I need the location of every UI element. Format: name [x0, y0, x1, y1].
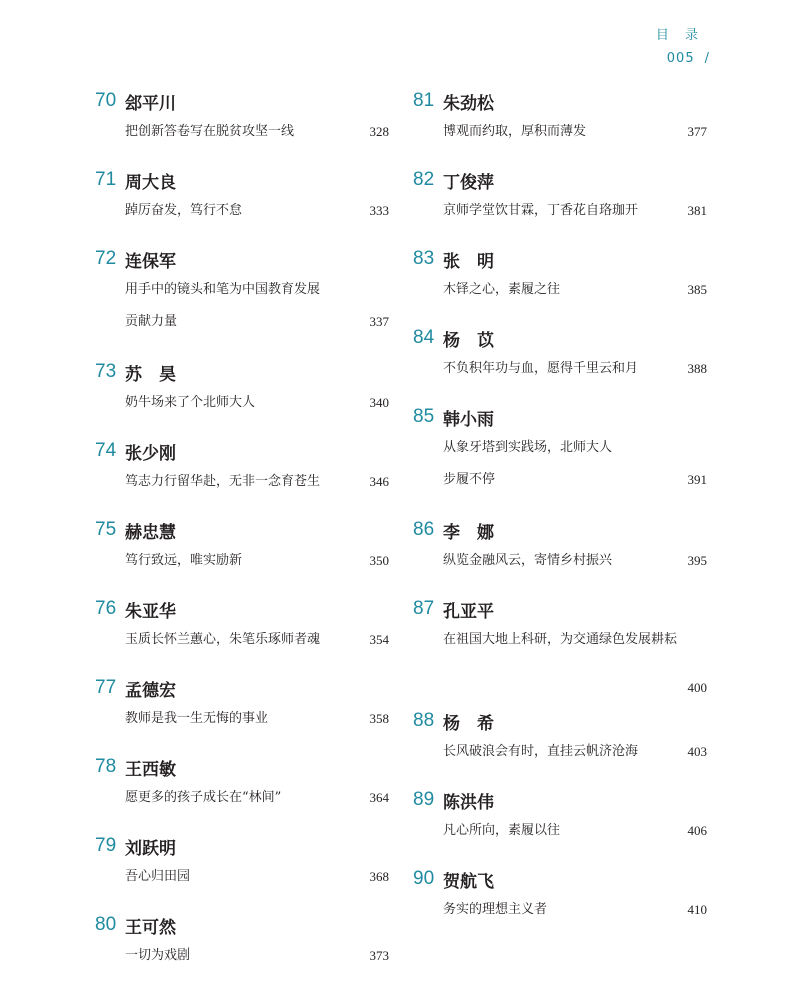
entry-page: 350 — [369, 553, 389, 568]
toc-entry-heading — [413, 323, 707, 353]
entry-subtitle-line — [95, 466, 389, 498]
toc-entry[interactable] — [413, 244, 707, 306]
toc-entry[interactable] — [413, 594, 707, 704]
entry-subtitle-line — [413, 116, 707, 148]
entry-subtitle-line — [413, 815, 707, 847]
entry-subtitle-line — [413, 353, 707, 385]
entry-name: 赫忠慧 — [125, 522, 176, 543]
toc-entry-heading — [413, 785, 707, 815]
entry-number: 89 — [413, 789, 435, 810]
entry-page: 358 — [369, 711, 389, 726]
entry-number: 70 — [95, 90, 117, 111]
entry-number: 76 — [95, 598, 117, 619]
entry-number: 90 — [413, 868, 435, 889]
entry-subtitle: 木铎之心，素履之往 — [443, 282, 561, 297]
toc-entry-heading — [95, 673, 389, 703]
entry-subtitle-line — [413, 432, 707, 464]
entry-name: 张 明 — [443, 251, 494, 272]
entry-page: 328 — [369, 124, 389, 139]
entry-page: 377 — [687, 124, 707, 139]
toc-entry[interactable] — [95, 910, 389, 972]
entry-subtitle: 步履不停 — [443, 472, 496, 487]
entry-page: 403 — [687, 744, 707, 759]
entry-subtitle-line — [95, 195, 389, 227]
toc-entry[interactable] — [95, 594, 389, 656]
entry-subtitle-line — [95, 545, 389, 577]
entry-subtitle-line — [413, 464, 707, 496]
entry-name: 郐平川 — [125, 93, 176, 114]
entry-subtitle-line — [95, 624, 389, 656]
entry-subtitle: 踔厉奋发，笃行不怠 — [125, 203, 243, 218]
entry-name: 陈洪伟 — [443, 792, 494, 813]
toc-entry[interactable] — [95, 515, 389, 577]
entry-subtitle: 京师学堂饮甘霖，丁香花自珞珈开 — [443, 203, 639, 218]
toc-entry[interactable] — [413, 402, 707, 496]
entry-number: 79 — [95, 835, 117, 856]
entry-page: 410 — [687, 902, 707, 917]
entry-name: 张少刚 — [125, 443, 176, 464]
entry-number: 82 — [413, 169, 435, 190]
toc-entry-heading — [95, 165, 389, 195]
entry-number: 83 — [413, 248, 435, 269]
toc-entry-heading — [413, 165, 707, 195]
entry-name: 刘跃明 — [125, 838, 176, 859]
toc-entry[interactable] — [95, 673, 389, 735]
entry-number: 78 — [95, 756, 117, 777]
toc-entry[interactable] — [413, 165, 707, 227]
entry-subtitle: 一切为戏剧 — [125, 948, 191, 963]
toc-entry[interactable] — [95, 165, 389, 227]
toc-entry-heading — [413, 864, 707, 894]
entry-number: 72 — [95, 248, 117, 269]
toc-title: 目 录 — [655, 28, 704, 43]
toc-entry[interactable] — [413, 515, 707, 577]
entry-page: 368 — [369, 869, 389, 884]
entry-name: 王可然 — [125, 917, 176, 938]
entry-name: 杨 苡 — [443, 330, 494, 351]
entry-page: 400 — [687, 680, 707, 695]
entry-subtitle-line — [95, 116, 389, 148]
page-number-slash: / — [704, 51, 710, 66]
entry-page: 395 — [687, 553, 707, 568]
entry-subtitle-line — [95, 274, 389, 306]
entry-name: 朱劲松 — [443, 93, 494, 114]
entry-page: 364 — [369, 790, 389, 805]
entry-name: 贺航飞 — [443, 871, 494, 892]
entry-subtitle-line — [95, 306, 389, 338]
entry-name: 朱亚华 — [125, 601, 176, 622]
toc-entry-heading — [95, 594, 389, 624]
entry-number: 75 — [95, 519, 117, 540]
entry-name: 丁俊萍 — [443, 172, 494, 193]
entry-subtitle-line — [413, 894, 707, 926]
entry-page: 340 — [369, 395, 389, 410]
entry-name: 王西敏 — [125, 759, 176, 780]
toc-entry[interactable] — [413, 323, 707, 385]
entry-name: 李 娜 — [443, 522, 494, 543]
entry-subtitle: 玉质长怀兰蕙心，朱笔乐琢师者魂 — [125, 632, 321, 647]
page-number — [667, 51, 710, 66]
toc-entry-heading — [95, 752, 389, 782]
toc-entry-heading — [95, 357, 389, 387]
entry-subtitle: 用手中的镜头和笔为中国教育发展 — [125, 282, 321, 297]
toc-entry-heading — [95, 910, 389, 940]
toc-entry-heading — [413, 594, 707, 624]
entry-subtitle-line — [95, 861, 389, 893]
entry-page: 346 — [369, 474, 389, 489]
entry-number: 71 — [95, 169, 117, 190]
entry-subtitle: 教师是我一生无悔的事业 — [125, 711, 269, 726]
entry-subtitle: 笃行致远，唯实励新 — [125, 553, 243, 568]
entry-subtitle: 博观而约取，厚积而薄发 — [443, 124, 587, 139]
entry-page: 406 — [687, 823, 707, 838]
entry-name: 周大良 — [125, 172, 176, 193]
entry-page: 388 — [687, 361, 707, 376]
entry-name: 苏 昊 — [125, 364, 176, 385]
entry-number: 74 — [95, 440, 117, 461]
toc-entry[interactable] — [95, 831, 389, 893]
entry-subtitle-line — [95, 703, 389, 735]
toc-entry-heading — [95, 831, 389, 861]
entry-page: 381 — [687, 203, 707, 218]
entry-subtitle-line — [413, 736, 707, 768]
entry-page: 333 — [369, 203, 389, 218]
entry-page: 373 — [369, 948, 389, 963]
toc-entry-heading — [413, 244, 707, 274]
toc-entry-heading — [95, 244, 389, 274]
entry-subtitle-line — [95, 387, 389, 419]
toc-entry[interactable] — [95, 357, 389, 419]
toc-entry[interactable] — [413, 706, 707, 768]
entry-subtitle-line — [413, 545, 707, 577]
toc-entry-heading — [95, 86, 389, 116]
entry-number: 87 — [413, 598, 435, 619]
entry-subtitle: 吾心归田园 — [125, 869, 191, 884]
toc-entry[interactable] — [95, 244, 389, 338]
toc-entry-heading — [413, 402, 707, 432]
toc-entry[interactable] — [95, 752, 389, 814]
entry-subtitle: 不负积年功与血，愿得千里云和月 — [443, 361, 639, 376]
toc-entry-heading — [413, 86, 707, 116]
entry-subtitle: 把创新答卷写在脱贫攻坚一线 — [125, 124, 295, 139]
entry-name: 韩小雨 — [443, 409, 494, 430]
entry-number: 77 — [95, 677, 117, 698]
entry-number: 73 — [95, 361, 117, 382]
entry-number: 85 — [413, 406, 435, 427]
entry-page-line — [413, 672, 707, 704]
entry-subtitle: 在祖国大地上科研，为交通绿色发展耕耘 — [443, 632, 678, 647]
entry-subtitle: 贡献力量 — [125, 314, 178, 329]
entry-page: 385 — [687, 282, 707, 297]
entry-subtitle: 长风破浪会有时，直挂云帆济沧海 — [443, 744, 639, 759]
entry-name: 杨 希 — [443, 713, 494, 734]
entry-page: 354 — [369, 632, 389, 647]
toc-entry-heading — [95, 436, 389, 466]
entry-subtitle-line — [413, 195, 707, 227]
entry-subtitle-line — [413, 624, 707, 656]
entry-name: 孔亚平 — [443, 601, 494, 622]
entry-subtitle: 从象牙塔到实践场，北师大人 — [443, 440, 613, 455]
toc-entry-heading — [413, 515, 707, 545]
entry-subtitle-line — [95, 782, 389, 814]
toc-entry[interactable] — [413, 86, 707, 148]
toc-entry-heading — [95, 515, 389, 545]
entry-number: 84 — [413, 327, 435, 348]
entry-subtitle-line — [413, 274, 707, 306]
entry-number: 80 — [95, 914, 117, 935]
entry-number: 86 — [413, 519, 435, 540]
entry-name: 孟德宏 — [125, 680, 176, 701]
entry-subtitle: 奶牛场来了个北师大人 — [125, 395, 256, 410]
entry-page: 337 — [369, 314, 389, 329]
toc-entry[interactable] — [413, 864, 707, 926]
toc-entry-heading — [413, 706, 707, 736]
entry-subtitle: 纵览金融风云，寄情乡村振兴 — [443, 553, 613, 568]
entry-subtitle-line — [95, 940, 389, 972]
entry-subtitle: 笃志力行留华赴，无非一念育苍生 — [125, 474, 321, 489]
page-number-value: 005 — [666, 51, 695, 66]
entry-number: 81 — [413, 90, 435, 111]
entry-subtitle: 务实的理想主义者 — [443, 902, 548, 917]
entry-number: 88 — [413, 710, 435, 731]
entry-page: 391 — [687, 472, 707, 487]
toc-entry[interactable] — [413, 785, 707, 847]
entry-subtitle: 愿更多的孩子成长在“林间” — [125, 790, 282, 805]
toc-entry[interactable] — [95, 436, 389, 498]
entry-name: 连保军 — [125, 251, 176, 272]
toc-entry[interactable] — [95, 86, 389, 148]
entry-subtitle: 凡心所向，素履以往 — [443, 823, 561, 838]
